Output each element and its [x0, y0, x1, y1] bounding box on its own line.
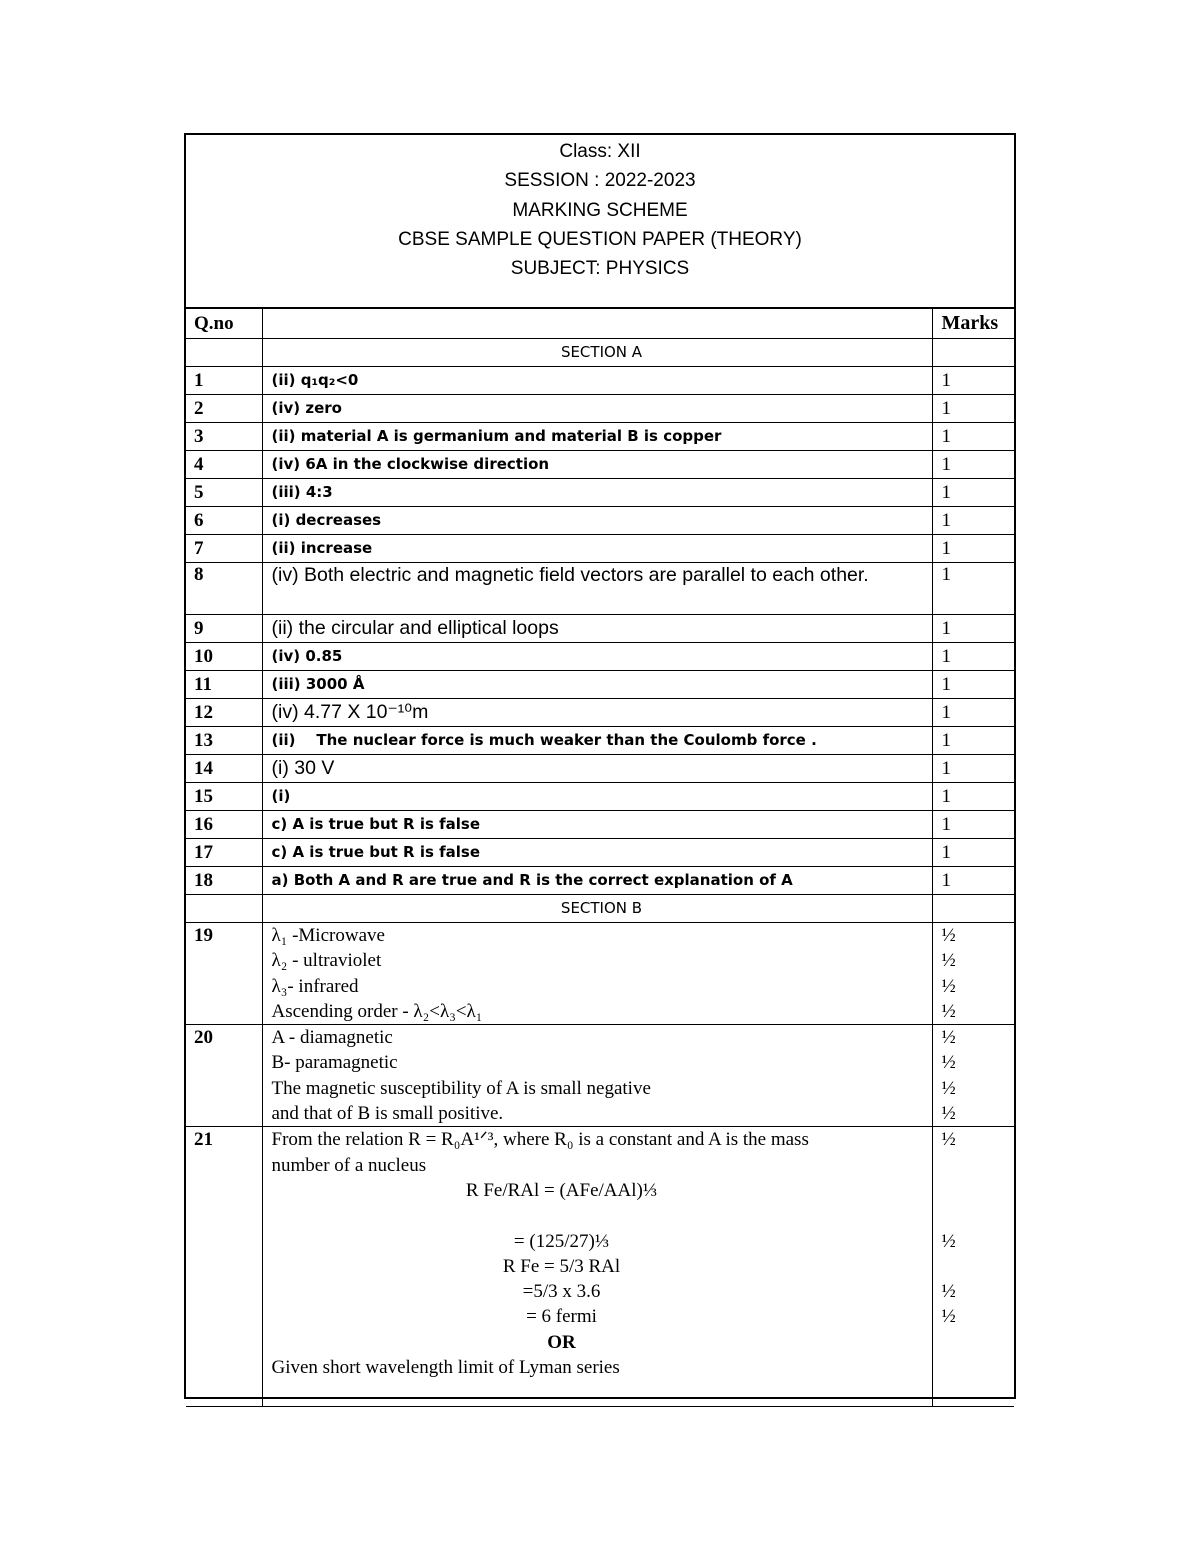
answer-cell: (iv) 4.77 X 10⁻¹⁰m: [262, 699, 932, 727]
mark-value: ½: [941, 1077, 956, 1099]
qno-header: Q.no: [186, 309, 262, 339]
qno-cell: 18: [186, 867, 262, 895]
question-21-row: [186, 1127, 1014, 1407]
answer-cell: (i): [262, 783, 932, 811]
qno-cell: 13: [186, 727, 262, 755]
question-row: [186, 783, 1014, 811]
mark-value: ½: [941, 1027, 956, 1049]
mark-value: ½: [941, 1052, 956, 1074]
question-20-row: [186, 1025, 1014, 1127]
paper-line: CBSE SAMPLE QUESTION PAPER (THEORY): [398, 228, 802, 250]
marks-cell: 1: [932, 699, 1014, 727]
qno-cell: 14: [186, 755, 262, 783]
question-row: [186, 507, 1014, 535]
answer-cell: [262, 1025, 932, 1127]
qno-cell: 4: [186, 451, 262, 479]
marks-cell: 1: [932, 755, 1014, 783]
answer-line: λ₁ -Microwave: [271, 925, 385, 946]
or-separator: OR: [547, 1331, 576, 1353]
marks-cell: 1: [932, 535, 1014, 563]
marks-cell: 1: [932, 783, 1014, 811]
answer-line: λ₃- infrared: [271, 975, 359, 997]
question-row: [186, 479, 1014, 507]
qno-cell: 6: [186, 507, 262, 535]
qno-cell: 8: [186, 563, 262, 615]
marks-cell: 1: [932, 643, 1014, 671]
marks-cell: 1: [932, 479, 1014, 507]
answer-line: The magnetic susceptibility of A is small negative: [271, 1077, 651, 1099]
qno-cell: 7: [186, 535, 262, 563]
answer-line: Given short wavelength limit of Lyman series: [271, 1357, 620, 1379]
answer-line: From the relation R = R₀A¹ᐟ³, where R₀ is a constant and A is the mass: [271, 1129, 809, 1151]
question-row: [186, 867, 1014, 895]
marking-scheme-sheet: [184, 133, 1016, 1399]
question-row: [186, 615, 1014, 643]
question-row: [186, 535, 1014, 563]
mark-value: ½: [941, 1000, 956, 1022]
mark-value: ½: [941, 1281, 956, 1303]
section-b-title: SECTION B: [262, 895, 932, 923]
qno-cell: 15: [186, 783, 262, 811]
qno-cell: 16: [186, 811, 262, 839]
qno-cell: 5: [186, 479, 262, 507]
mark-value: ½: [941, 1306, 956, 1328]
qno-cell: 10: [186, 643, 262, 671]
marks-cell: [932, 1127, 1014, 1407]
question-row: [186, 423, 1014, 451]
qno-cell: 19: [186, 923, 262, 1025]
qno-cell: 11: [186, 671, 262, 699]
table-header-row: [186, 309, 1014, 339]
answer-table: [186, 308, 1014, 1407]
formula-line: R Fe = 5/3 RAl: [502, 1255, 621, 1277]
question-19-row: [186, 923, 1014, 1025]
qno-cell: 3: [186, 423, 262, 451]
marks-cell: 1: [932, 727, 1014, 755]
question-row: [186, 727, 1014, 755]
answer-line: Ascending order - λ₂<λ₃<λ₁: [271, 1000, 483, 1022]
marks-cell: 1: [932, 671, 1014, 699]
answer-cell: (ii) q₁q₂<0: [262, 367, 932, 395]
answer-cell: (iii) 4:3: [262, 479, 932, 507]
marks-cell: 1: [932, 367, 1014, 395]
formula-line: = 6 fermi: [526, 1306, 597, 1328]
marks-cell: 1: [932, 563, 1014, 615]
question-row: [186, 395, 1014, 423]
answer-line: λ₂ - ultraviolet: [271, 950, 382, 972]
mark-value: ½: [941, 950, 956, 972]
qno-cell: 1: [186, 367, 262, 395]
mark-value: ½: [941, 925, 956, 946]
formula-line: = (125/27)⅓: [513, 1230, 610, 1252]
marks-cell: 1: [932, 811, 1014, 839]
document-header: [186, 135, 1014, 308]
answer-cell: (iii) 3000 Å: [262, 671, 932, 699]
answer-cell: (i) decreases: [262, 507, 932, 535]
answer-cell: c) A is true but R is false: [262, 839, 932, 867]
answer-cell: (iv) 0.85: [262, 643, 932, 671]
question-row: [186, 755, 1014, 783]
question-row: [186, 811, 1014, 839]
answer-header: [262, 309, 932, 339]
section-a-title: SECTION A: [262, 339, 932, 367]
answer-cell: (ii) the circular and elliptical loops: [262, 615, 932, 643]
question-row: [186, 839, 1014, 867]
qno-cell: 20: [186, 1025, 262, 1127]
section-b-row: [186, 895, 1014, 923]
session-line: SESSION : 2022-2023: [504, 170, 696, 192]
mark-value: ½: [941, 1230, 956, 1252]
mark-value: ½: [941, 1103, 956, 1125]
answer-line: B- paramagnetic: [271, 1052, 398, 1074]
section-a-row: [186, 339, 1014, 367]
formula-line: =5/3 x 3.6: [522, 1281, 601, 1303]
answer-cell: a) Both A and R are true and R is the correct explanation of A: [262, 867, 932, 895]
marks-cell: 1: [932, 839, 1014, 867]
answer-cell: (i) 30 V: [262, 755, 932, 783]
qno-cell: 17: [186, 839, 262, 867]
class-line: Class: XII: [559, 141, 641, 162]
answer-line: A - diamagnetic: [271, 1027, 393, 1049]
answer-cell: c) A is true but R is false: [262, 811, 932, 839]
answer-line: number of a nucleus: [271, 1154, 427, 1176]
qno-cell: 21: [186, 1127, 262, 1407]
scheme-line: MARKING SCHEME: [512, 199, 688, 221]
answer-cell: [262, 1127, 932, 1407]
question-row: [186, 563, 1014, 615]
answer-line: and that of B is small positive.: [271, 1103, 504, 1125]
qno-cell: 2: [186, 395, 262, 423]
qno-cell: 12: [186, 699, 262, 727]
question-row: [186, 643, 1014, 671]
question-row: [186, 367, 1014, 395]
question-row: [186, 699, 1014, 727]
answer-cell: (ii) The nuclear force is much weaker than the Coulomb force .: [262, 727, 932, 755]
marks-cell: [932, 1025, 1014, 1127]
answer-cell: (iv) zero: [262, 395, 932, 423]
question-row: [186, 451, 1014, 479]
marks-cell: 1: [932, 395, 1014, 423]
mark-value: ½: [941, 975, 956, 997]
marks-cell: 1: [932, 451, 1014, 479]
answer-cell: (iv) Both electric and magnetic field vectors are parallel to each other.: [262, 563, 932, 615]
answer-cell: [262, 923, 932, 1025]
marks-cell: 1: [932, 507, 1014, 535]
marks-cell: 1: [932, 615, 1014, 643]
answer-cell: (ii) increase: [262, 535, 932, 563]
marks-cell: 1: [932, 423, 1014, 451]
formula-line: R Fe/RAl = (AFe/AAl)⅓: [465, 1179, 658, 1201]
qno-cell: 9: [186, 615, 262, 643]
marks-header: Marks: [932, 309, 1014, 339]
marks-cell: [932, 923, 1014, 1025]
answer-cell: (ii) material A is germanium and material B is copper: [262, 423, 932, 451]
marks-cell: 1: [932, 867, 1014, 895]
mark-value: ½: [941, 1129, 956, 1151]
subject-line: SUBJECT: PHYSICS: [510, 258, 690, 280]
answer-cell: (iv) 6A in the clockwise direction: [262, 451, 932, 479]
question-row: [186, 671, 1014, 699]
